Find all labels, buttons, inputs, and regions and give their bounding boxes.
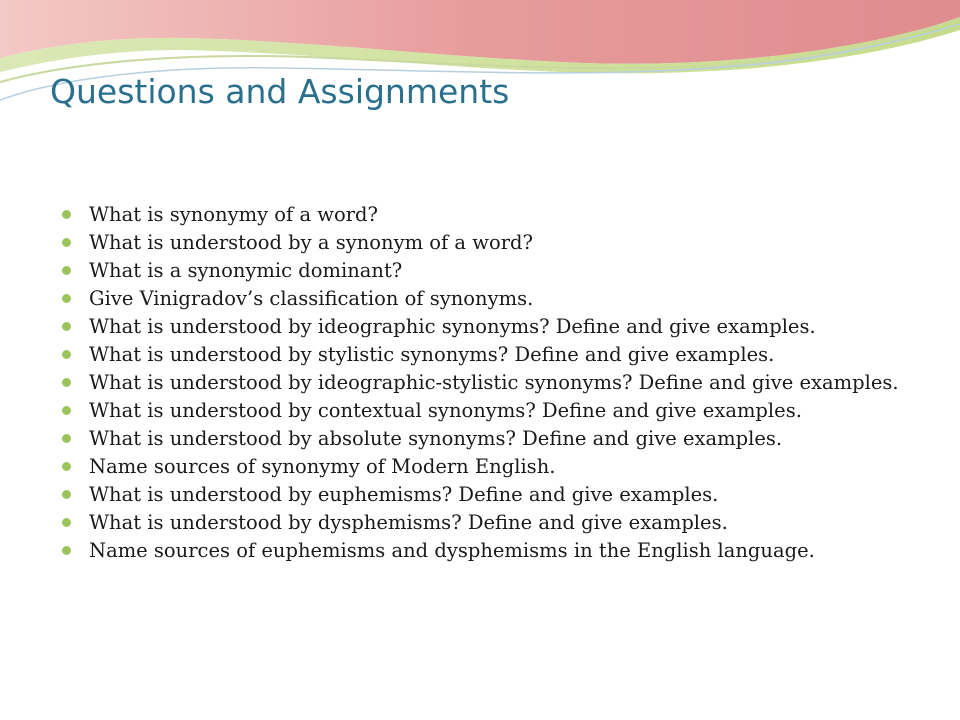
bullet-icon xyxy=(62,546,71,555)
list-item: Name sources of synonymy of Modern English. xyxy=(62,455,922,479)
list-item: What is understood by ideographic synonyms? Define and give examples. xyxy=(62,315,922,339)
bullet-icon xyxy=(62,350,71,359)
bullet-icon xyxy=(62,238,71,247)
list-item: What is understood by ideographic-stylistic synonyms? Define and give examples. xyxy=(62,371,922,395)
bullet-icon xyxy=(62,490,71,499)
list-item: What is understood by a synonym of a word? xyxy=(62,231,922,255)
list-item: What is understood by dysphemisms? Define and give examples. xyxy=(62,511,922,535)
list-item: What is a synonymic dominant? xyxy=(62,259,922,283)
bullet-icon xyxy=(62,210,71,219)
list-item: What is understood by euphemisms? Define and give examples. xyxy=(62,483,922,507)
bullet-icon xyxy=(62,322,71,331)
list-item: What is understood by stylistic synonyms? Define and give examples. xyxy=(62,343,922,367)
bullet-icon xyxy=(62,406,71,415)
list-item: What is understood by contextual synonyms? Define and give examples. xyxy=(62,399,922,423)
slide-title: Questions and Assignments xyxy=(50,72,510,111)
list-item: Give Vinigradov’s classification of synonyms. xyxy=(62,287,922,311)
bullet-icon xyxy=(62,518,71,527)
list-item: Name sources of euphemisms and dysphemisms in the English language. xyxy=(62,539,922,563)
bullet-icon xyxy=(62,434,71,443)
list-item: What is understood by absolute synonyms? Define and give examples. xyxy=(62,427,922,451)
list-item: What is synonymy of a word? xyxy=(62,203,922,227)
bullet-icon xyxy=(62,294,71,303)
bullet-icon xyxy=(62,462,71,471)
bullet-icon xyxy=(62,266,71,275)
bullet-icon xyxy=(62,378,71,387)
questions-list xyxy=(62,203,922,567)
